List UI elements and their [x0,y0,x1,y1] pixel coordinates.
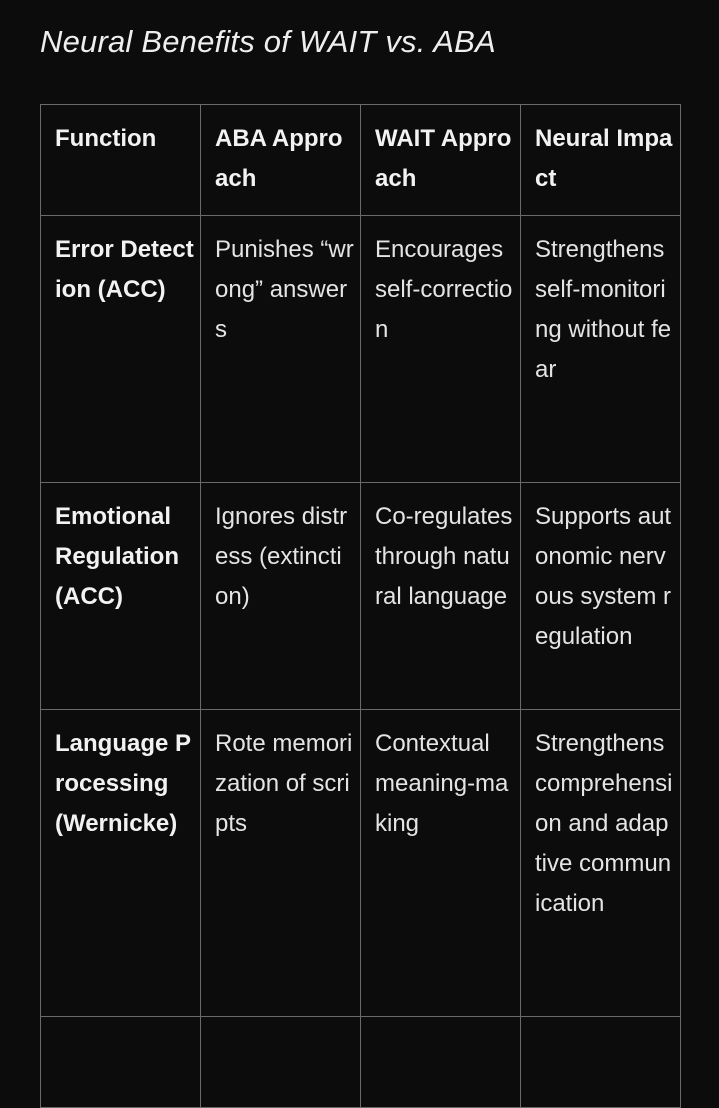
cell-aba-approach [201,1017,361,1108]
table-row [41,216,681,483]
comparison-table-container [40,104,681,1108]
cell-wait-approach: Co-regulates through natural language [361,483,521,710]
cell-neural-impact: Strengthens self-monitoring without fear [521,216,681,483]
cell-function: Language Processing (Wernicke) [41,710,201,1017]
table-row [41,1017,681,1108]
cell-aba-approach: Punishes “wrong” answers [201,216,361,483]
cell-function: Error Detection (ACC) [41,216,201,483]
cell-neural-impact: Supports autonomic nervous system regulation [521,483,681,710]
column-header-function: Function [41,105,201,216]
cell-aba-approach: Rote memorization of scripts [201,710,361,1017]
page-title: Neural Benefits of WAIT vs. ABA [40,24,496,59]
cell-wait-approach: Encourages self-correction [361,216,521,483]
column-header-aba-approach: ABA Approach [201,105,361,216]
cell-function: Emotional Regulation (ACC) [41,483,201,710]
cell-function [41,1017,201,1108]
cell-wait-approach [361,1017,521,1108]
cell-wait-approach: Contextual meaning-making [361,710,521,1017]
cell-aba-approach: Ignores distress (extinction) [201,483,361,710]
comparison-table [40,104,681,1108]
column-header-wait-approach: WAIT Approach [361,105,521,216]
cell-neural-impact [521,1017,681,1108]
table-row [41,710,681,1017]
table-row [41,483,681,710]
table-header-row [41,105,681,216]
column-header-neural-impact: Neural Impact [521,105,681,216]
cell-neural-impact: Strengthens comprehension and adaptive communication [521,710,681,1017]
